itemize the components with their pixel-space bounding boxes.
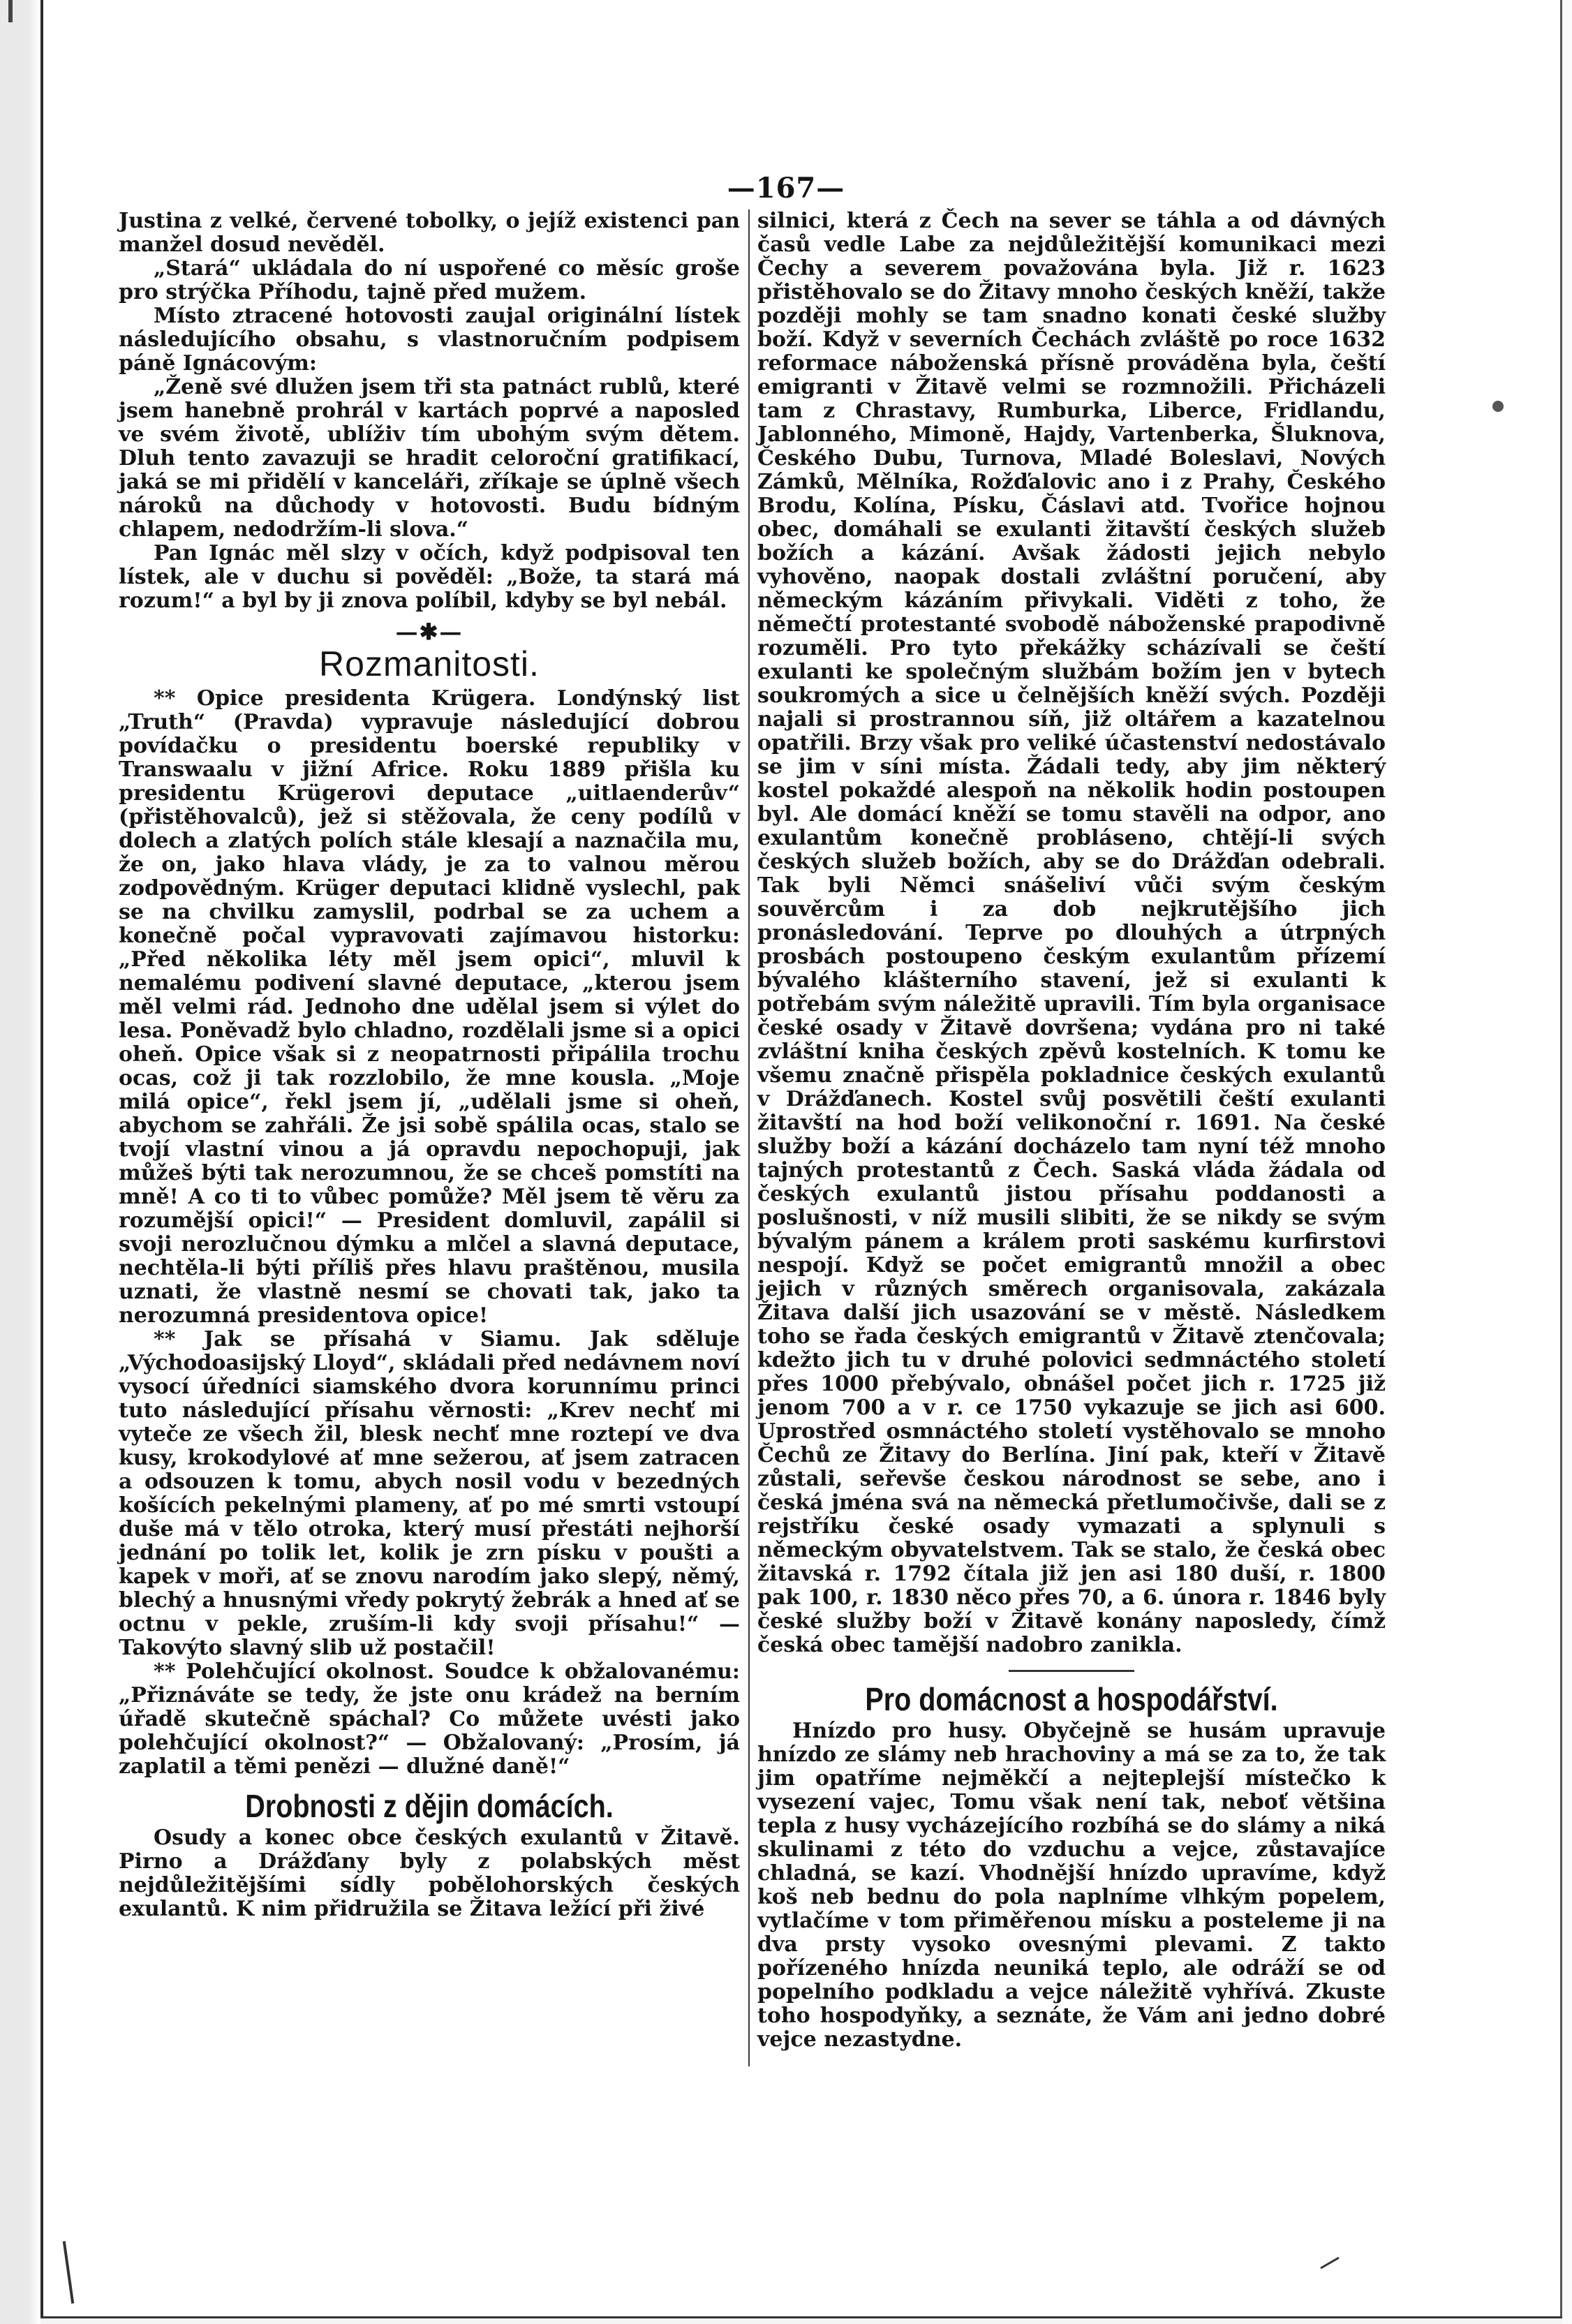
scan-bottom-edge [40, 2316, 1562, 2324]
section-title-domacnost: Pro domácnost a hospodářství. [865, 1681, 1278, 1717]
article-item: ** Polehčující okolnost. Soudce k obžalovanému: „Přiznáváte se tedy, že jste onu krádež na berním úřadě skutečně spáchal? Co můžete uvésti jako polehčující okolnost?“ — Obžalovaný: „Prosím, já zaplatil a těmi penězi — dlužné daně!“ [119, 1659, 740, 1779]
article-item: Hnízdo pro husy. Obyčejně se husám upravuje hnízdo ze slámy neb hrachoviny a má se za to, že tak jim opatříme nejměkčí a nejteplejší místečko k vysezení vajec, Tomu však není tak, neboť většina tepla z husy vycházejícího rozbíhá se do slámy a niká skulinami z této do vzduchu a vejce, zůstavajíce chladná, se kazí. Vhodnější hnízdo upravíme, když koš neb bednu do pola naplníme vlhkým popelem, vytlačíme v tom přiměřenou mísku a posteleme ji na dva prsty vysoko ovesnými plevami. Z takto pořízeného hnízda neuniká teplo, ale odráží se od popelního podkladu a vejce náležitě vyhřívá. Zkuste toho hospodyňky, a seznáte, že Vám ani jedno dobré vejce nezastydne. [757, 1719, 1386, 2052]
paragraph: „Stará“ ukládala do ní uspořené co měsíc groše pro strýčka Příhodu, tajně před mužem. [119, 256, 740, 304]
paragraph: Pan Ignác měl slzy v očích, když podpisoval ten lístek, ale v duchu si pověděl: „Bože, ta stará má rozum!“ a byl by ji znova políbil, kdyby se byl nebál. [119, 541, 740, 613]
right-column [757, 209, 1386, 2052]
paragraph: „Ženě své dlužen jsem tři sta patnáct rublů, které jsem hanebně prohrál v kartách poprvé a naposled ve svém životě, ublíživ tím ubohým svým dětem. Dluh tento zavazuji se hradit celoroční gratifikací, jaká se mi přidělí v kanceláři, zříkaje se úplně všech nároků na důchody v hotovosti. Budu bídným chlapem, nedodržím-li slova.“ [119, 375, 740, 542]
scan-mark [63, 2241, 74, 2304]
section-title-rozmanitosti: Rozmanitosti. [319, 644, 540, 683]
page-number: —167— [727, 172, 845, 205]
paragraph: Justina z velké, červené tobolky, o jejíž existenci pan manžel dosud nevěděl. [119, 209, 740, 257]
left-column [119, 209, 740, 1921]
section-title-drobnosti: Drobnosti z dějin domácích. [245, 1788, 614, 1824]
scan-mark [1320, 2257, 1339, 2270]
scan-left-margin [0, 0, 43, 2324]
article-item: ** Jak se přísahá v Siamu. Jak sděluje „Východoasijský Lloyd“, skládali před nedávnem noví vysocí úředníci siamského dvora korunnímu princi tuto následující přísahu věrnosti: „Krev nechť mi vyteče ze všech žil, blesk nechť mne roztepí ve dva kusy, krokodylové ať mne sežerou, ať jsem zatracen a odsouzen k tomu, abych nosil vodu v bezedných košících pekelnými plameny, ať po mé smrti vstoupí duše má v tělo otroka, který musí přestáti nejhorší jednání po tolik let, kolik je zrn písku v poušti a kapek v moři, ať se znovu narodím jako slepý, němý, blechý a hnusnými vředy pokrytý žebrák a hned ať se octnu v pekle, zruším-li kdy svoji přísahu!“ — Takovýto slavný slib už postačil! [119, 1327, 740, 1660]
scan-right-margin [1560, 0, 1572, 2324]
section-rule [1009, 1670, 1134, 1672]
paragraph: Místo ztracené hotovosti zaujal originální lístek následujícího obsahu, s vlastnoručním podpisem páně Ignácovým: [119, 304, 740, 376]
article-item: Osudy a konec obce českých exulantů v Žitavě. Pirno a Drážďany byly z polabských měst nejdůležitějšími sídly pobělohorských českých exulantů. K nim přidružila se Žitava ležící při živé [119, 1826, 740, 1921]
column-rule [748, 209, 750, 2066]
article-item: ** Opice presidenta Krügera. Londýnský list „Truth“ (Pravda) vypravuje následující dobrou povídačku o presidentu boerské republiky v Transwaalu v jižní Africe. Roku 1889 přišla ku presidentu Krügerovi deputace „uitlaenderův“ (přistěhovalců), jež si stěžovala, že ceny podílů v dolech a zlatých polích stále klesají a naznačila mu, že on, jako hlava vlády, je za to valnou měrou zodpovědným. Krüger deputaci klidně vyslechl, pak se na chvilku zamyslil, podrbal se za uchem a konečně počal vypravovati zajímavou historku: „Před několika léty měl jsem opici“, mluvil k nemalému podivení slavné deputace, „kterou jsem měl velmi rád. Jednoho dne udělal jsem si výlet do lesa. Poněvadž bylo chladno, rozdělali jsme si a opici oheň. Opice však si z neopatrnosti připálila trochu ocas, což ji tak rozzlobilo, že mne kousla. „Moje milá opice“, řekl jsem jí, „udělali jsme si oheň, abychom se zahřáli. Že jsi sobě spálila ocas, stalo se tvojí vlastní vinou a já opravdu nepochopuji, jak můžeš býti tak nerozumnou, že se chceš pomstíti na mně! A co ti to vůbec pomůže? Měl jsem tě věru za rozumější opici!“ — President domluvil, zapálil si svoji nerozlučnou dýmku a mlčel a slavná deputace, nechtěla-li býti příliš přes hlavu praštěnou, musila uznati, že vlastně nesmí se chovati tak, jako ta nerozumná presidentova opice! [119, 686, 740, 1328]
paragraph: silnici, která z Čech na sever se táhla a od dávných časů vedle Labe za nejdůležitější komunikaci mezi Čechy a severem považována byla. Již r. 1623 přistěhovalo se do Žitavy mnoho českých kněží, takže později mohly se tam snadno konati české služby boží. Když v severních Čechách zvláště po roce 1632 reformace náboženská přísně prováděna byla, čeští emigranti v Žitavě velmi se rozmnožili. Přicházeli tam z Chrastavy, Rumburka, Liberce, Fridlandu, Jablonného, Mimoně, Hajdy, Vartenberka, Šluknova, Českého Dubu, Turnova, Mladé Boleslavi, Nových Zámků, Mělníka, Rožďalovic ano i z Prahy, Českého Brodu, Kolína, Písku, Čáslavi atd. Tvořice hojnou obec, domáhali se exulanti žitavští českých služeb božích a kázání. Avšak žádosti jejich nebylo vyhověno, naopak dostali zvláštní poručení, aby německým kázáním přivykali. Viděti z toho, že němečtí protestanté svobodě náboženské prapodivně rozuměli. Pro tyto překážky scházívali se čeští exulanti ke společným službám božím jen v bytech soukromých a sice u čelnějších kněží svých. Později najali si prostrannou síň, již oltářem a kazatelnou opatřili. Brzy však pro veliké účastenství nedostávalo se jim v síni místa. Žádali tedy, aby jim některý kostel pokaždé alespoň na několik hodin postoupen byl. Ale domácí kněží se tomu stavěli na odpor, ano exulantům konečně probláseno, chtějí-li svých českých služeb božích, aby se do Drážďan odebrali. Tak byli Němci snášeliví vůči svým českým souvěrcům i za dob nejkrutějšího jich pronásledování. Teprve po dlouhých a útrpných prosbách postoupeno českým exulantům přízemí bývalého klášterního stavení, jež si exulanti k potřebám svým náležitě upravili. Tím byla organisace české osady v Žitavě dovršena; vydána pro ni také zvláštní kniha českých zpěvů kostelních. K tomu ke všemu značně přispěla pokladnice českých exulantů v Drážďanech. Kostel svůj posvětili čeští exulanti žitavští na hod boží velikonoční r. 1691. Na české služby boží a kázání docházelo tam nyní též mnoho tajných protestantů z Čech. Saská vláda žádala od českých exulantů jistou přísahu poddanosti a poslušnosti, v níž musili slibiti, že se nikdy se svým bývalým pánem a králem proti saskému kurfirstovi nespojí. Když se počet emigrantů množil a obec jejich v různých směrech organisovala, zakázala Žitava další jich usazování se v městě. Následkem toho se řada českých emigrantů v Žitavě ztenčovala; kdežto jich tu v druhé polovici sedmnáctého století přes 1000 přebývalo, obnášel počet jich r. 1725 již jenom 700 a v r. ce 1750 vykazuje se jich asi 600. Uprostřed osmnáctého století vystěhovalo se mnoho Čechů ze Žitavy do Berlína. Jiní pak, kteří v Žitavě zůstali, seřevše českou národnost se sebe, ano i česká jména svá na německá přetlumočivše, dali se z rejstříku české osady vymazati a splynuli s německým obyvatelstvem. Tak se stalo, že česká obec žitavská r. 1792 čítala již jen asi 180 duší, r. 1800 pak 100, r. 1830 něco přes 70, a 6. února r. 1846 byly české služby boží v Žitavě konány naposledy, čímž česká obec tamější nadobro zanikla. [757, 209, 1386, 1657]
story-end-divider: —✱— [395, 619, 464, 645]
scan-left-tick [8, 0, 13, 22]
ink-speck [1492, 401, 1504, 412]
